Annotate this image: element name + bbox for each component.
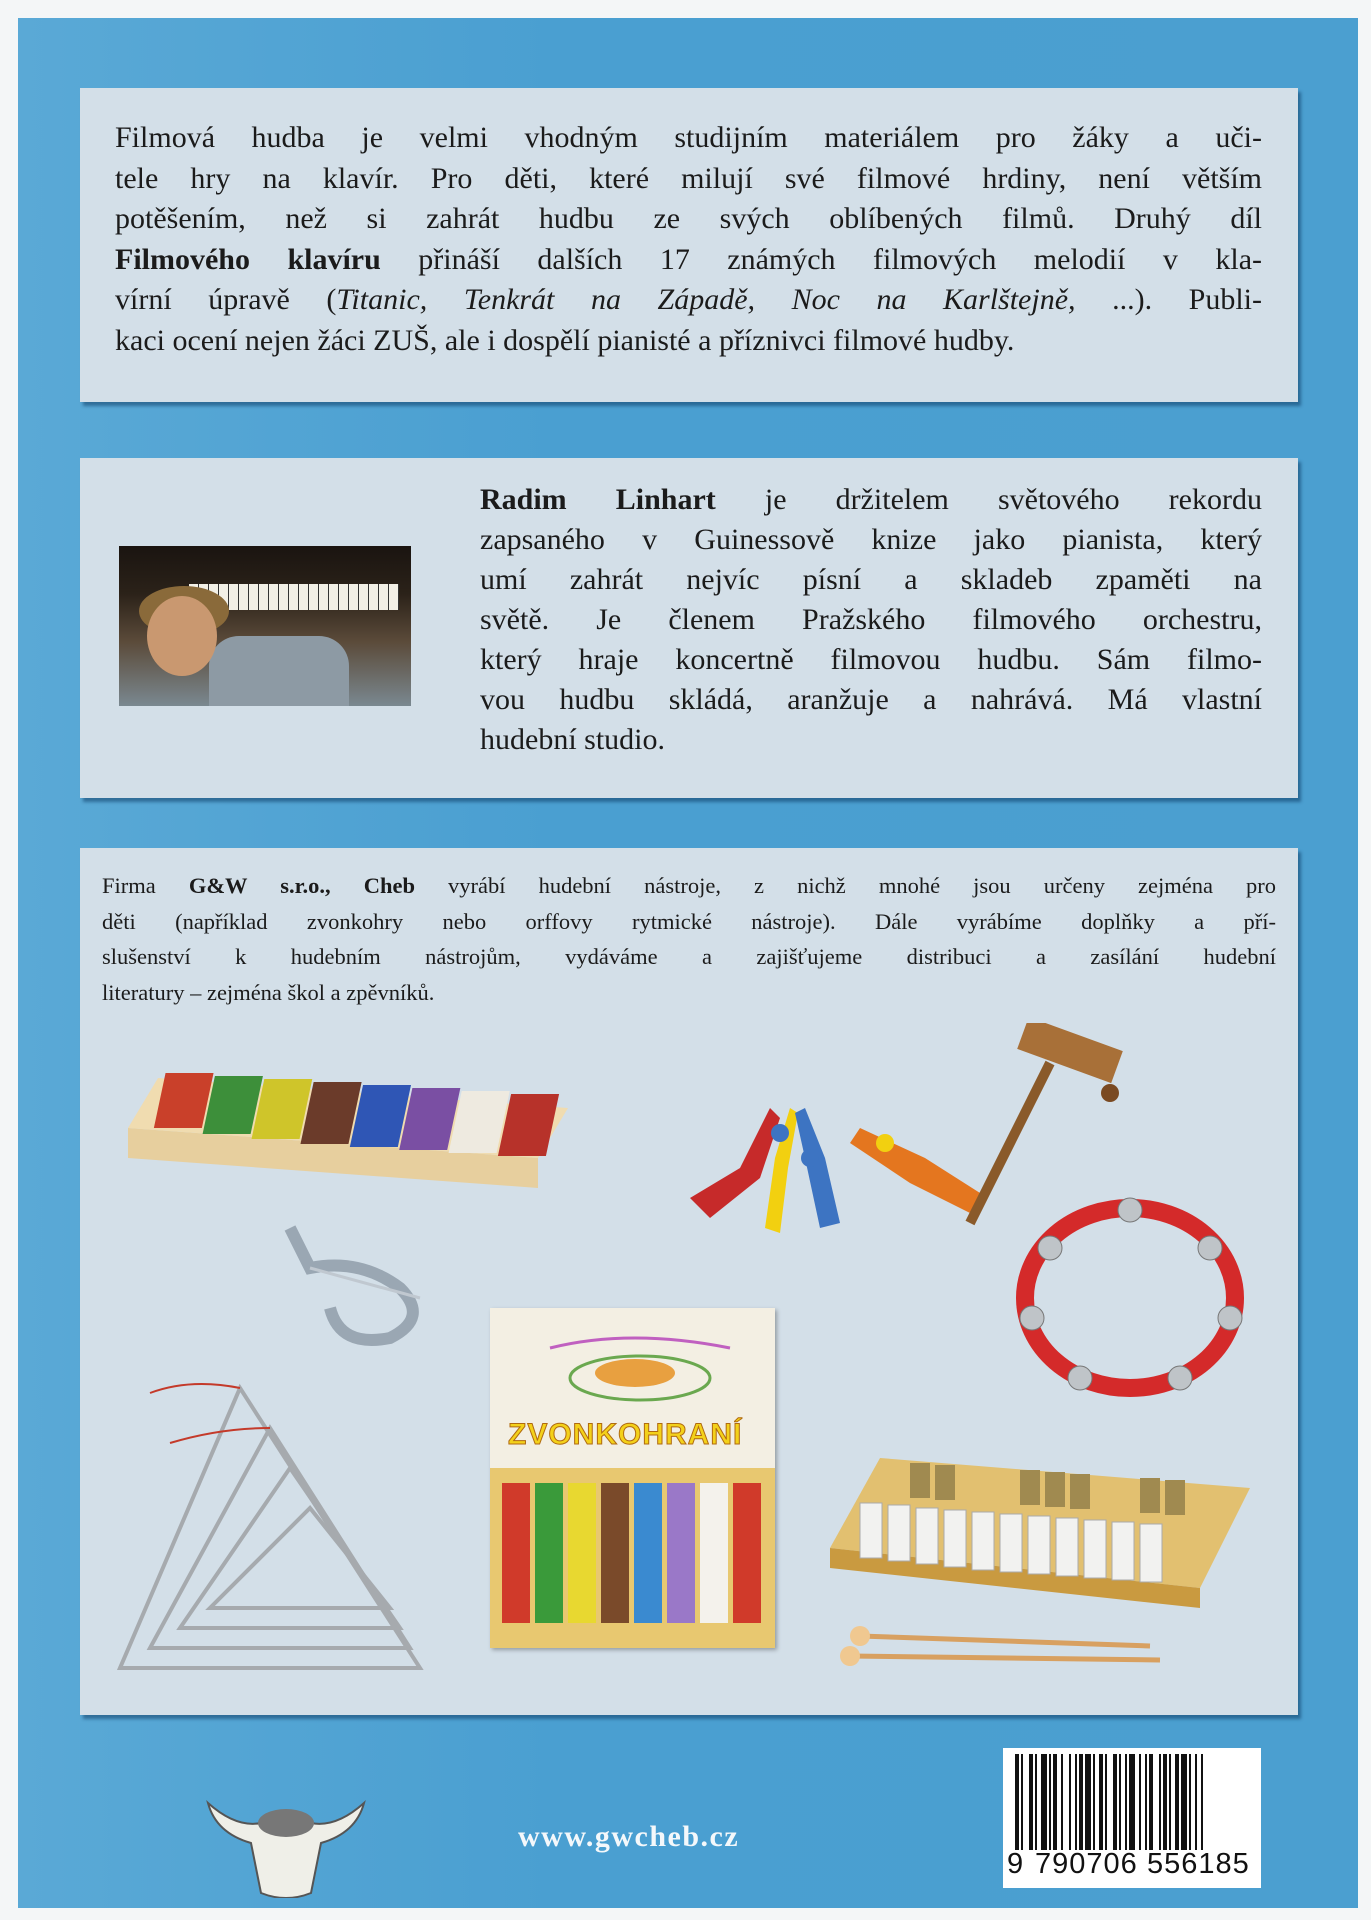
barcode-bar bbox=[1163, 1754, 1167, 1850]
glockenspiel-bars bbox=[490, 1468, 775, 1648]
text-line bbox=[480, 600, 1262, 640]
text-line bbox=[102, 975, 1276, 1011]
shirt bbox=[209, 636, 349, 706]
barcode-bar bbox=[1195, 1754, 1197, 1850]
barcode-bar bbox=[1035, 1754, 1037, 1850]
text-line bbox=[480, 480, 1262, 520]
text-line bbox=[115, 159, 1262, 200]
author-photo bbox=[119, 546, 411, 706]
text-line bbox=[115, 118, 1262, 159]
intro-text bbox=[115, 118, 1262, 361]
box-title: ZVONKOHRANÍ bbox=[508, 1418, 743, 1451]
barcode-bar bbox=[1113, 1754, 1117, 1850]
back-cover bbox=[18, 18, 1358, 1908]
text-segment: vyrábí hudební nástroje, z nichž mnohé jsou určeny zejména pro bbox=[414, 873, 1277, 898]
website-url[interactable]: www.gwcheb.cz bbox=[518, 1820, 740, 1853]
text-segment: vírní úpravě ( bbox=[115, 283, 337, 316]
text-segment: zapsaného v Guinessově knize jako pianista, který bbox=[480, 523, 1262, 556]
barcode-bar bbox=[1181, 1754, 1187, 1850]
text-segment: který hraje koncertně filmovou hudbu. Sám filmo- bbox=[480, 643, 1262, 676]
company-text bbox=[102, 868, 1276, 1010]
barcode-bar bbox=[1105, 1754, 1107, 1850]
barcode-bar bbox=[1149, 1754, 1153, 1850]
barcode-bar bbox=[1119, 1754, 1121, 1850]
barcode-bar bbox=[1169, 1754, 1171, 1850]
text-segment: světě. Je členem Pražského filmového orchestru, bbox=[480, 603, 1262, 636]
text-line bbox=[115, 280, 1262, 321]
company-panel bbox=[80, 848, 1298, 1715]
barcode-bar bbox=[1175, 1754, 1179, 1850]
text-line bbox=[115, 240, 1262, 281]
zvonkohrani-box bbox=[490, 1308, 775, 1648]
bold-text: Radim Linhart bbox=[480, 483, 716, 516]
text-line bbox=[480, 680, 1262, 720]
text-segment: ...). Publi- bbox=[1075, 283, 1262, 316]
text-segment: je držitelem světového rekordu bbox=[715, 483, 1262, 516]
tambourine-image bbox=[1010, 1188, 1250, 1408]
barcode-bar bbox=[1049, 1754, 1051, 1850]
text-segment: Firma bbox=[102, 873, 189, 898]
text-line bbox=[480, 720, 1262, 760]
text-line bbox=[115, 199, 1262, 240]
barcode-bar bbox=[1053, 1754, 1057, 1850]
text-line bbox=[480, 520, 1262, 560]
text-line bbox=[480, 560, 1262, 600]
author-panel bbox=[80, 458, 1298, 798]
barcode-bar bbox=[1075, 1754, 1077, 1850]
intro-panel bbox=[80, 88, 1298, 402]
barcode-bar bbox=[1029, 1754, 1033, 1850]
barcode-bar bbox=[1129, 1754, 1135, 1850]
barcode-bar bbox=[1139, 1754, 1141, 1850]
text-segment: literatury – zejména škol a zpěvníků. bbox=[102, 979, 435, 1005]
bold-text: Filmového klavíru bbox=[115, 242, 381, 276]
text-segment: hudební studio. bbox=[480, 723, 665, 756]
text-segment: vou hudbu skládá, aranžuje a nahrává. Má vlastní bbox=[480, 683, 1262, 716]
barcode-bar bbox=[1189, 1754, 1191, 1850]
barcode-bar bbox=[1079, 1754, 1083, 1850]
glockenspiel-image bbox=[118, 1038, 588, 1188]
barcode bbox=[1003, 1748, 1261, 1888]
text-segment: přináší dalších 17 známých filmových melodií v kla- bbox=[380, 242, 1263, 276]
face bbox=[147, 596, 217, 676]
barcode-digits-left: 790706 bbox=[1035, 1848, 1138, 1880]
barcode-bar bbox=[1021, 1754, 1023, 1850]
text-line bbox=[102, 868, 1276, 904]
bold-text: G&W s.r.o., Cheb bbox=[188, 873, 415, 898]
text-line bbox=[102, 939, 1276, 975]
text-segment: potěšením, než si zahrát hudbu ze svých oblíbených filmů. Druhý díl bbox=[115, 202, 1262, 235]
barcode-digits-right: 556185 bbox=[1147, 1848, 1250, 1880]
text-line bbox=[480, 640, 1262, 680]
barcode-digit-prefix: 9 bbox=[1007, 1848, 1025, 1880]
barcode-bar bbox=[1099, 1754, 1103, 1850]
bull-head-logo bbox=[206, 1788, 366, 1898]
barcode-bar bbox=[1201, 1754, 1203, 1850]
text-segment: tele hry na klavír. Pro děti, které milují své filmové hrdiny, není větším bbox=[115, 161, 1262, 195]
barcode-bar bbox=[1159, 1754, 1161, 1850]
text-segment: kaci ocení nejen žáci ZUŠ, ale i dospělí pianisté a příznivci filmové hudby. bbox=[115, 323, 1015, 357]
text-segment: Filmová hudba je velmi vhodným studijním materiálem pro žáky a uči- bbox=[115, 121, 1262, 154]
barcode-bar bbox=[1145, 1754, 1147, 1850]
text-segment: slušenství k hudebním nástrojům, vydáváme a zajišťujeme distribuci a zasílání hudební bbox=[102, 944, 1276, 969]
barcode-bar bbox=[1015, 1754, 1019, 1850]
text-line bbox=[102, 904, 1276, 940]
barcode-bar bbox=[1041, 1754, 1047, 1850]
barcode-bar bbox=[1085, 1754, 1091, 1850]
triangles-image bbox=[110, 1368, 450, 1708]
bird-illustration bbox=[490, 1308, 775, 1428]
text-segment: umí zahrát nejvíc písní a skladeb zpaměti na bbox=[480, 563, 1262, 596]
barcode-bar bbox=[1125, 1754, 1127, 1850]
text-segment: děti (například zvonkohry nebo orffovy rytmické nástroje). Dále vyrábíme doplňky a pří- bbox=[102, 908, 1276, 934]
barcode-bars bbox=[1013, 1754, 1253, 1854]
barcode-bar bbox=[1061, 1754, 1063, 1850]
barcode-bar bbox=[1069, 1754, 1071, 1850]
jaw-harp-image bbox=[270, 1218, 470, 1358]
barcode-bar bbox=[1093, 1754, 1095, 1850]
metallophone-image bbox=[820, 1428, 1260, 1688]
author-bio bbox=[480, 480, 1262, 760]
text-line bbox=[115, 321, 1262, 362]
italic-text: Titanic, Tenkrát na Západě, Noc na Karlštejně, bbox=[336, 283, 1076, 316]
